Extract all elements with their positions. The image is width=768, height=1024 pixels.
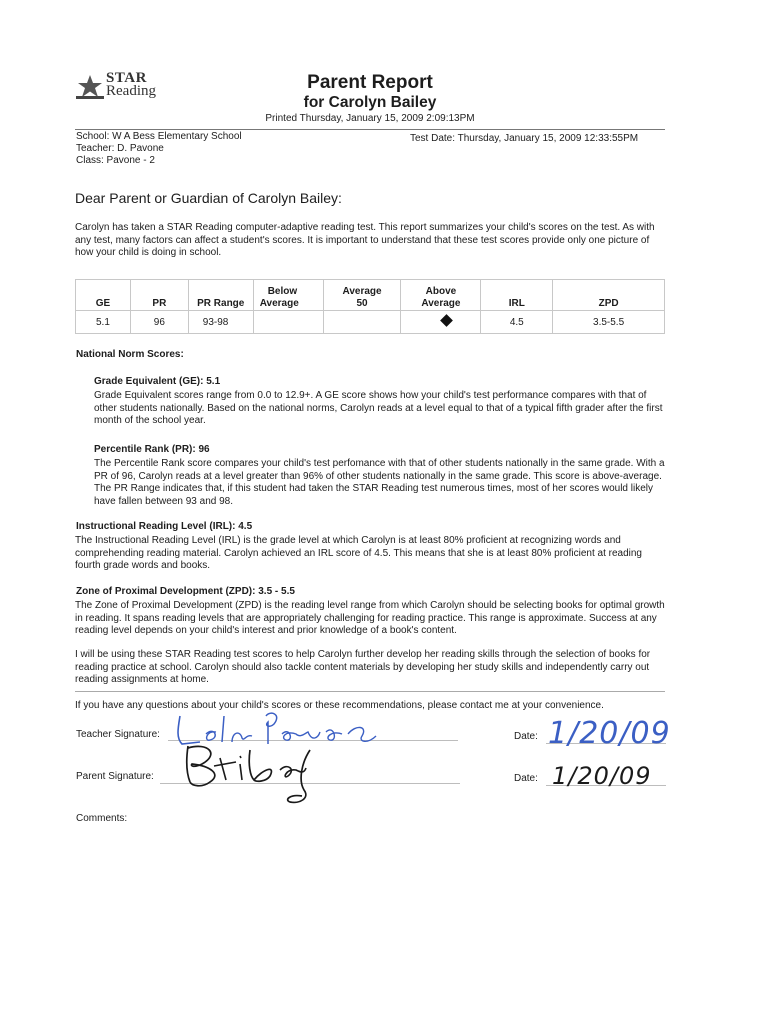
header-pr: PR <box>130 280 188 311</box>
teacher-name: Teacher: D. Pavone <box>76 143 164 154</box>
class-name: Class: Pavone - 2 <box>76 155 155 166</box>
header-irl: IRL <box>481 280 553 311</box>
school-name: School: W A Bess Elementary School <box>76 131 242 142</box>
report-subtitle: for Carolyn Bailey <box>303 94 437 111</box>
teacher-signature-label: Teacher Signature: <box>76 729 160 740</box>
cell-irl: 4.5 <box>481 311 553 334</box>
header-below-average <box>253 280 323 311</box>
ge-heading: Grade Equivalent (GE): 5.1 <box>94 376 221 387</box>
score-marker-icon <box>441 314 454 327</box>
parent-date-label: Date: <box>514 773 538 784</box>
score-table-header-row <box>76 280 665 311</box>
parent-signature-image <box>180 740 340 810</box>
zpd-heading: Zone of Proximal Development (ZPD): 3.5 - 5.5 <box>76 586 295 597</box>
intro-paragraph: Carolyn has taken a STAR Reading computer-adaptive reading test. This report summarizes your child's scores on the test. As with any test, many factors can affect a student's scores. It is important to understand that these test scores provide only one picture of how your child is doing in school. <box>75 222 655 258</box>
score-table-row <box>76 311 665 334</box>
header-above-line2: Average <box>421 298 461 309</box>
header-average-line1: Average <box>342 286 382 297</box>
report-title: Parent Report <box>307 72 433 93</box>
logo-line-1: STAR <box>106 70 147 86</box>
cell-pr: 96 <box>130 311 188 334</box>
header-above-line1: Above <box>425 286 457 297</box>
norm-scores-heading: National Norm Scores: <box>76 349 184 360</box>
header-pr-range: PR Range <box>188 280 253 311</box>
comments-label: Comments: <box>76 813 128 824</box>
questions-paragraph: If you have any questions about your child's scores or these recommendations, please contact me at your convenience. <box>75 700 604 711</box>
header-average-line2: 50 <box>356 298 368 309</box>
cell-above-average <box>401 311 481 334</box>
salutation: Dear Parent or Guardian of Carolyn Bailey: <box>75 190 342 206</box>
cell-zpd: 3.5-5.5 <box>553 311 665 334</box>
cell-ge: 5.1 <box>76 311 131 334</box>
parent-signature-label: Parent Signature: <box>76 771 154 782</box>
ge-paragraph: Grade Equivalent scores range from 0.0 to 12.9+. A GE score shows how your child's test performance compares with that of other students nationally. Based on the national norms, Carolyn reads at a level equal to that of a typical fifth grader after the first month of the school year. <box>94 390 663 426</box>
pr-paragraph: The Percentile Rank score compares your child's test perfomance with that of other students nationally in the same grade. With a PR of 96, Carolyn reads at a level greater than 96% of other students nationally in the same grade. This score is above-average. The PR Range indicates that, if this student had taken the STAR Reading test numerous times, most of her scores would likely have fallen between 93 and 98. <box>94 458 665 507</box>
header-above-average <box>401 280 481 311</box>
header-divider <box>75 129 665 130</box>
header-below-line2: Average <box>259 298 299 309</box>
teacher-date-value: 1/20/09 <box>548 716 671 751</box>
header-below-line1: Below <box>267 286 298 297</box>
closing-paragraph: I will be using these STAR Reading test scores to help Carolyn further develop her reading skills through the selection of books for reading practice at school. Carolyn should also tackle content materials by developing her study skills and independently carry out reading assignments at home. <box>75 649 651 685</box>
printed-timestamp: Printed Thursday, January 15, 2009 2:09:13PM <box>265 113 475 124</box>
cell-below-average <box>253 311 323 334</box>
pr-heading: Percentile Rank (PR): 96 <box>94 444 210 455</box>
closing-divider <box>75 691 665 692</box>
parent-date-value: 1/20/09 <box>552 762 652 790</box>
header-zpd: ZPD <box>553 280 665 311</box>
test-date: Test Date: Thursday, January 15, 2009 12:33:55PM <box>410 133 639 144</box>
logo-line-2: Reading <box>106 83 156 99</box>
header-average <box>323 280 401 311</box>
zpd-paragraph: The Zone of Proximal Development (ZPD) is the reading level range from which Carolyn should be selecting books for optimal growth in reading. It spans reading levels that are appropriately challenging for reading practice. This range is approximate. Success at any reading level depends on your child's interest and prior knowledge of a book's content. <box>75 600 665 636</box>
irl-heading: Instructional Reading Level (IRL): 4.5 <box>76 521 253 532</box>
cell-pr-range: 93-98 <box>188 311 253 334</box>
teacher-date-label: Date: <box>514 731 538 742</box>
header-ge: GE <box>76 280 131 311</box>
cell-average <box>323 311 401 334</box>
score-table <box>75 279 665 334</box>
irl-paragraph: The Instructional Reading Level (IRL) is the grade level at which Carolyn is at least 80% proficient at recognizing words and comprehending reading material. Carolyn achieved an IRL score of 4.5. This means that she is at least 80% proficient at reading fourth grade words and books. <box>75 535 642 571</box>
